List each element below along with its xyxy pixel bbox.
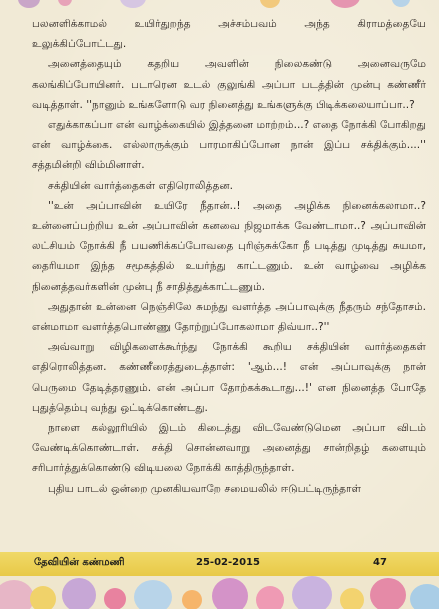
paragraph: சக்தியின் வார்த்தைகள் எதிரொலித்தன.: [48, 179, 234, 192]
top-decorative-band: [0, 0, 439, 10]
paragraph: அதுதான் உன்னை நெஞ்சிலே சுமந்து வளர்த்த அப்பாவுக்கு நீதரும் சந்தோசம். என்மாமா வளர்த்தபொண்ணு தோற்றுப்போகலாமா திவ்யா..?'': [32, 300, 426, 334]
paragraph: ''உன் அப்பாவின் உயிரே நீதான்..! அதை அழிக்க நினைக்கலாமா..? உன்னைப்பற்றிய உன் அப்பாவின் கனவை நிஜமாக்க வேண்டாமா..? அப்பாவின் லட்சியம் நோக்கி நீ பயணிக்கப்போவதை புரிஞ்சுக்கோ நீ படித்து முடித்து சுயமா, தைரியமா இந்த சமூகத்தில் உயர்ந்து காட்டணும். உன் வாழ்வை அழிக்க நினைத்தவர்களின் முன்பு நீ சாதித்துக்காட்டணும்.: [32, 199, 426, 293]
bottom-decorative-band: [0, 576, 439, 609]
paragraph: அனைத்தையும் கதறிய அவளின் நிலைகண்டு அனைவருமே கலங்கிப்போயினர். படாரென உடல் குலுங்கி அப்பா படத்தின் முன்பு கண்ணீர் வடித்தாள். ''நானும் உங்களோடு வர நினைத்து உங்களுக்கு பிடிக்கலையாப்பா..?: [32, 58, 426, 111]
paragraph: எதுக்காகப்பா என் வாழ்க்கையில் இத்தனை மாற்றம்...? எதை நோக்கி போகிறது என் வாழ்க்கை. எல்லாருக்கும் பாரமாகிப்போன நான் இப்ப சக்திக்கும்....'' சத்தமின்றி விம்மினாள்.: [32, 119, 426, 172]
paragraph: அவ்வாறு விழிகளைக்கூர்ந்து நோக்கி கூறிய சக்தியின் வார்த்தைகள் எதிரொலித்தன. கண்ணீரைத்துடைத்தாள்: 'ஆம்...! என் அப்பாவுக்கு நான் பெருமை தேடித்தரணும். என் அப்பா தோற்கக்கூடாது...!' என நினைத்த போதே புதுத்தெம்பு வந்து ஒட்டிக்கொண்டது.: [32, 341, 426, 414]
article-body: [32, 14, 426, 499]
issue-date: 25-02-2015: [196, 557, 260, 568]
magazine-name: தேவியின் கண்மணி: [34, 557, 125, 568]
paragraph: புதிய பாடல் ஒன்றை முனகியவாறே சமையலில் ஈடுபட்டிருந்தாள்: [48, 482, 362, 495]
paragraph: நாளை கல்லூரியில் இடம் கிடைத்து விடவேண்டுமென அப்பா விடம் வேண்டிக்கொண்டாள். சக்தி சொன்னவாறு அனைத்து சான்றிதழ் களையும் சரிபார்த்துக்கொண்டு விடியலை நோக்கி காத்திருந்தாள்.: [32, 422, 426, 475]
page-number: 47: [373, 557, 387, 568]
paragraph: பலனளிக்காமல் உயிர்துறந்த அச்சம்பவம் அந்த கிராமத்தையே உலுக்கிப்போட்டது.: [32, 18, 426, 51]
